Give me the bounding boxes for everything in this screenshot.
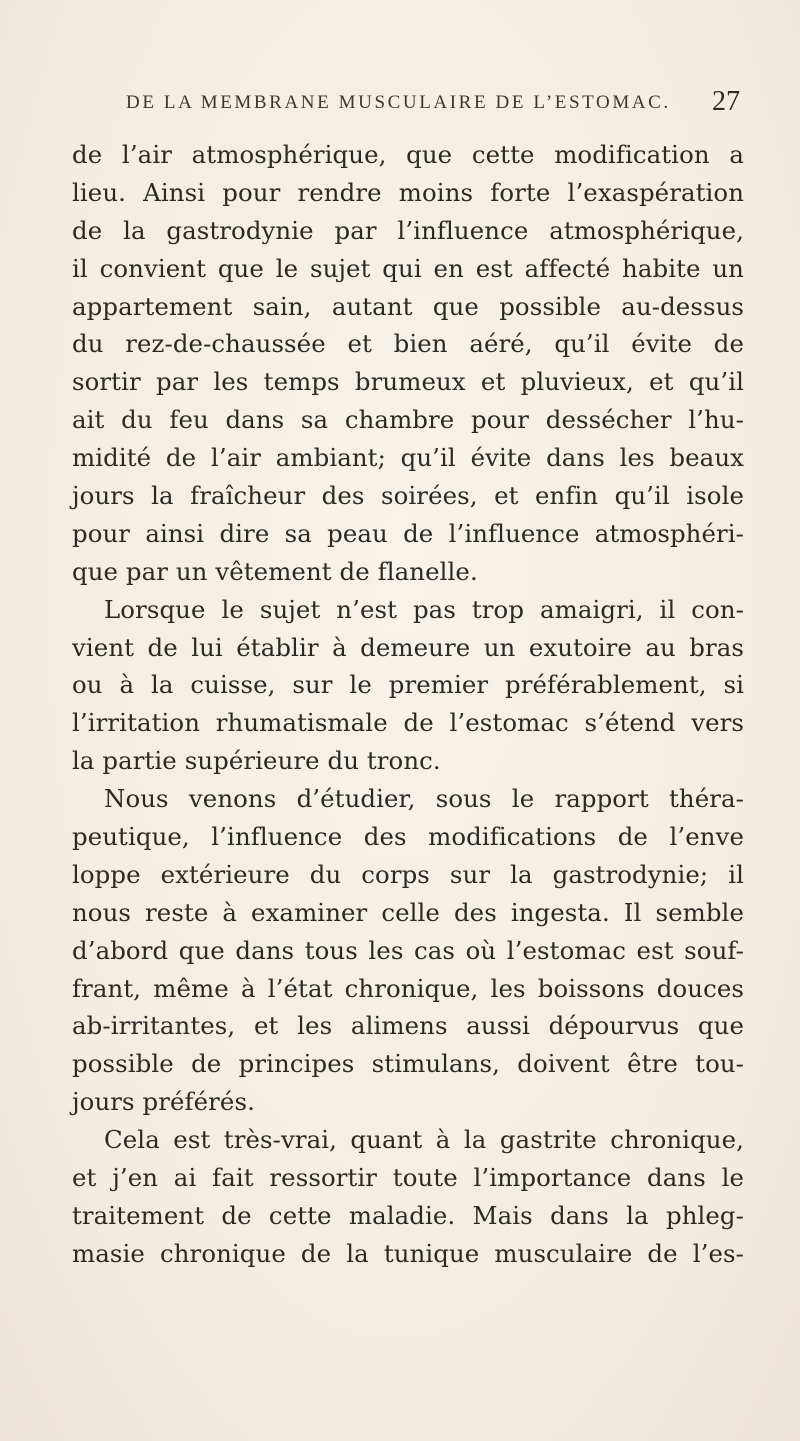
text-line: lieu. Ainsi pour rendre moins forte l’exaspération: [72, 177, 744, 207]
text-line: d’abord que dans tous les cas où l’estomac est souf-: [72, 935, 744, 965]
text-line: midité de l’air ambiant; qu’il évite dans les beaux: [72, 443, 744, 473]
text-line: l’irritation rhumatismale de l’estomac s’étend vers: [72, 708, 744, 738]
text-line: traitement de cette maladie. Mais dans la phleg-: [72, 1200, 744, 1230]
text-line: appartement sain, autant que possible au-dessus: [72, 291, 744, 321]
running-title: DE LA MEMBRANE MUSCULAIRE DE L’ESTOMAC.: [126, 92, 671, 113]
text-line: ou à la cuisse, sur le premier préférablement, si: [72, 670, 744, 700]
running-head: [126, 88, 740, 128]
paragraph-start-line: Nous venons d’étudier, sous le rapport théra-: [104, 784, 744, 814]
text-line: et j’en ai fait ressortir toute l’importance dans le: [72, 1163, 744, 1193]
text-line: il convient que le sujet qui en est affecté habite un: [72, 253, 744, 283]
text-line: ab-irritantes, et les alimens aussi dépourvus que: [72, 1011, 744, 1041]
page-number: 27: [712, 86, 740, 117]
text-line: loppe extérieure du corps sur la gastrodynie; il: [72, 859, 744, 889]
body-text: [72, 136, 744, 1273]
text-line: frant, même à l’état chronique, les boissons douces: [72, 973, 744, 1003]
paragraph-start-line: Cela est très-vrai, quant à la gastrite chronique,: [104, 1125, 744, 1155]
text-line: sortir par les temps brumeux et pluvieux, et qu’il: [72, 367, 744, 397]
text-line: vient de lui établir à demeure un exutoire au bras: [72, 632, 744, 662]
text-line: peutique, l’influence des modifications de l’enve: [72, 822, 744, 852]
text-line: du rez-de-chaussée et bien aéré, qu’il évite de: [72, 329, 744, 359]
text-line: de l’air atmosphérique, que cette modification a: [72, 140, 744, 169]
text-line: masie chronique de la tunique musculaire de l’es-: [72, 1238, 744, 1268]
text-line: possible de principes stimulans, doivent être tou-: [72, 1049, 744, 1079]
paragraph-end-line: que par un vêtement de flanelle.: [72, 556, 478, 586]
text-line: ait du feu dans sa chambre pour dessécher l’hu-: [72, 405, 744, 435]
paragraph-end-line: la partie supérieure du tronc.: [72, 746, 441, 776]
text-line: pour ainsi dire sa peau de l’influence atmosphéri-: [72, 518, 744, 548]
text-line: de la gastrodynie par l’influence atmosphérique,: [72, 215, 744, 245]
paragraph-start-line: Lorsque le sujet n’est pas trop amaigri, il con-: [104, 594, 744, 624]
text-line: nous reste à examiner celle des ingesta. Il semble: [72, 897, 744, 927]
text-line: jours la fraîcheur des soirées, et enfin qu’il isole: [72, 481, 744, 511]
paragraph-end-line: jours préférés.: [72, 1087, 255, 1117]
